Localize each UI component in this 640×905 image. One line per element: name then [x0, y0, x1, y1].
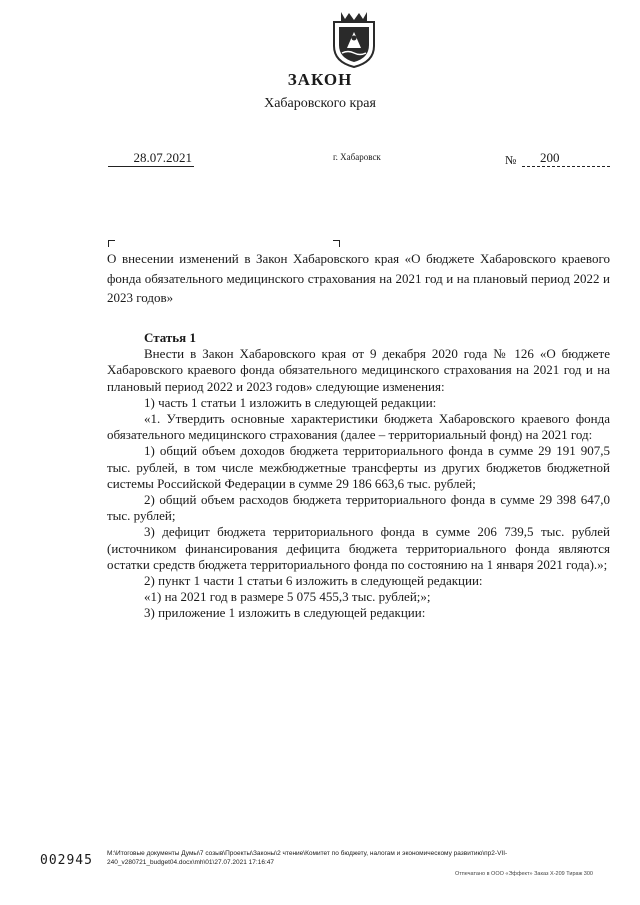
coat-of-arms-icon — [331, 10, 377, 68]
paragraph: Внести в Закон Хабаровского края от 9 декабря 2020 года № 126 «О бюджете Хабаровского краевого фонда обязательного медицинского страхования на 2021 год и на плановый период 2022 и 2023 годов» следующие изменения: — [107, 346, 610, 394]
number-label: № — [505, 153, 517, 167]
paragraph: «1) на 2021 год в размере 5 075 455,3 тыс. рублей;»; — [144, 589, 431, 605]
document-subtitle: Хабаровского края — [264, 96, 376, 111]
document-title: ЗАКОН — [287, 70, 353, 89]
paragraph: 1) часть 1 статьи 1 изложить в следующей редакции: — [144, 394, 437, 410]
heading-corner-right — [333, 240, 340, 247]
paragraph: 3) дефицит бюджета территориального фонда в сумме 206 739,5 тыс. рублей (источником финансирования дефицита бюджета территориального фонда являются остатки средств бюджета территориального фонда по состоянию на 1 января 2021 года).»; — [107, 524, 610, 572]
article-title: Статья 1 — [144, 330, 196, 345]
file-path-footer: M:\Итоговые документы Думы\7 созыв\Проекты\Законы\2 чтение\Комитет по бюджету, налогам и экономическому развитию\пр2-VII-240_v280721_budget04.docx\mh\01\27.07.2021 17:16:47 — [107, 850, 508, 866]
paragraph: 1) общий объем доходов бюджета территориального фонда в сумме 29 191 907,5 тыс. рублей, в том числе межбюджетные трансферты из других бюджетов бюджетной системы Российской Федерации в сумме 29 186 663,6 тыс. рублей; — [107, 443, 610, 491]
paragraph: 2) общий объем расходов бюджета территориального фонда в сумме 29 398 647,0 тыс. рублей; — [107, 492, 610, 524]
paragraph: «1. Утвердить основные характеристики бюджета Хабаровского краевого фонда обязательного медицинского страхования (далее – территориальный фонд) на 2021 год: — [107, 411, 610, 443]
document-number: 200 — [522, 150, 610, 167]
print-note: Отпечатано в ООО «Эффект» Заказ Х-209 Тираж 300 — [455, 871, 593, 877]
document-date: 28.07.2021 — [108, 150, 194, 167]
law-body — [107, 330, 610, 622]
law-heading: О внесении изменений в Закон Хабаровского края «О бюджете Хабаровского краевого фонда обязательного медицинского страхования на 2021 год и на плановый период 2022 и 2023 годов» — [107, 251, 610, 305]
heading-corner-left — [108, 240, 115, 247]
paragraph: 2) пункт 1 части 1 статьи 6 изложить в следующей редакции: — [144, 573, 483, 589]
paragraph: 3) приложение 1 изложить в следующей редакции: — [144, 605, 426, 621]
document-city: г. Хабаровск — [333, 152, 381, 162]
registration-stamp: 002945 — [40, 853, 93, 868]
